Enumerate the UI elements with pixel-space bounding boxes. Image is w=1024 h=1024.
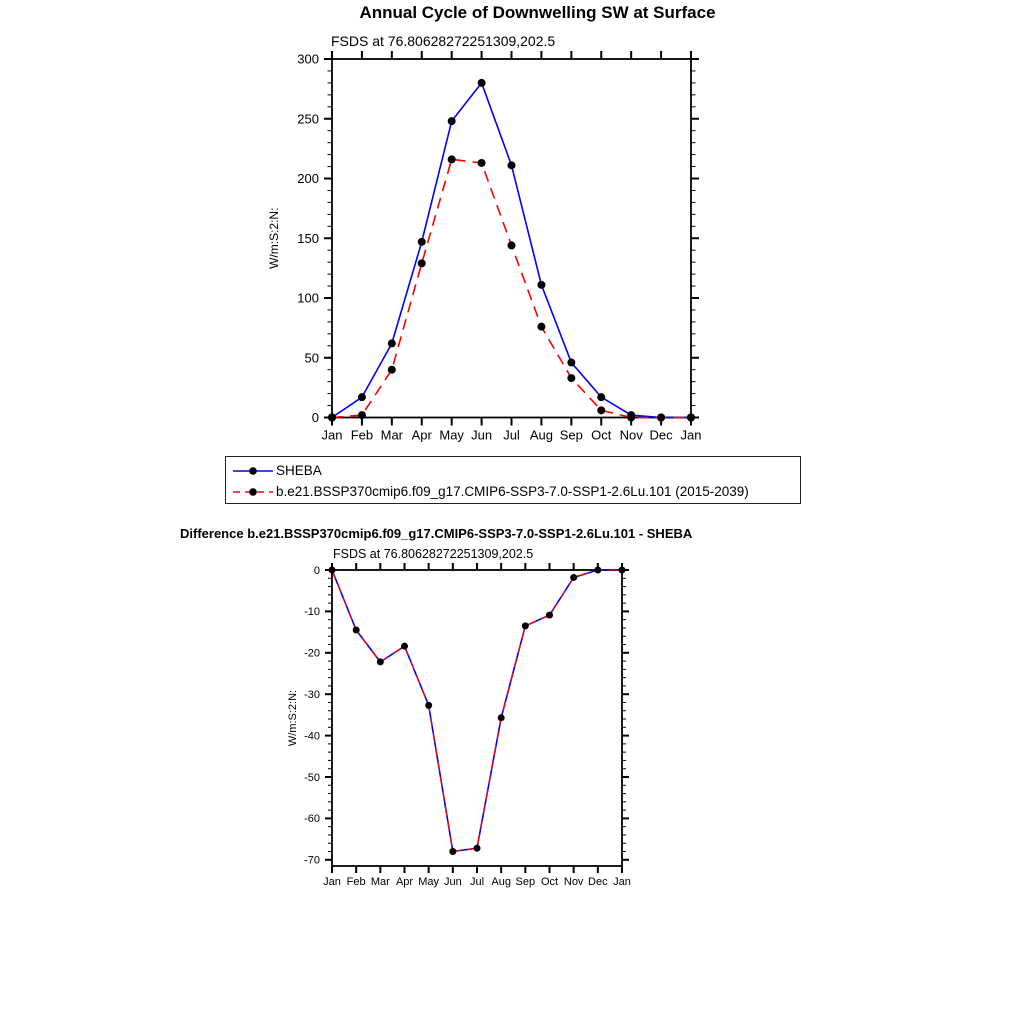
legend-label-model: b.e21.BSSP370cmip6.f09_g17.CMIP6-SSP3-7.0-SSP1-2.6Lu.101 (2015-2039) <box>276 484 749 499</box>
data-point-marker <box>570 574 577 581</box>
x-tick-label: Jul <box>469 876 485 888</box>
legend-box <box>225 456 801 504</box>
data-point-marker <box>388 366 396 374</box>
data-point-marker <box>478 159 486 167</box>
x-tick-label: May <box>439 427 464 443</box>
x-tick-label: Aug <box>529 427 553 443</box>
data-point-marker <box>567 374 575 382</box>
sheba-sample-marker-icon <box>249 467 257 475</box>
data-point-marker <box>353 627 360 634</box>
data-point-marker <box>537 281 545 289</box>
y-axis-title: W/m:S:2:N: <box>287 689 299 747</box>
x-tick-label: Feb <box>346 876 366 888</box>
y-tick-label: 0 <box>313 564 320 577</box>
x-tick-label: Feb <box>350 427 374 443</box>
x-tick-label: Dec <box>588 876 608 888</box>
y-tick-label: -20 <box>304 647 320 660</box>
y-tick-label: 200 <box>297 171 319 187</box>
sheba-line-sample <box>233 465 273 477</box>
data-point-marker <box>594 567 601 574</box>
x-tick-label: Jun <box>471 427 493 443</box>
x-tick-label: Jan <box>321 427 343 443</box>
y-tick-label: 100 <box>297 290 319 306</box>
x-tick-label: Dec <box>649 427 673 443</box>
x-tick-label: Apr <box>411 427 432 443</box>
data-point-marker <box>474 845 481 852</box>
data-point-marker <box>425 702 432 709</box>
data-point-marker <box>358 411 366 419</box>
y-tick-label: 50 <box>304 350 319 366</box>
chart1-main-title: Annual Cycle of Downwelling SW at Surface <box>359 3 716 22</box>
x-tick-label: Jan <box>323 876 341 888</box>
x-tick-label: Mar <box>370 876 390 888</box>
data-point-marker <box>448 117 456 125</box>
data-point-marker <box>329 567 336 574</box>
x-tick-label: Oct <box>540 876 559 888</box>
legend-item-model <box>233 481 800 502</box>
x-tick-label: Nov <box>563 876 584 888</box>
data-point-marker <box>567 359 575 367</box>
y-tick-label: -30 <box>304 689 320 702</box>
data-point-marker <box>627 414 635 422</box>
data-point-marker <box>522 622 529 629</box>
chart2-subtitle: FSDS at 76.80628272251309,202.5 <box>333 547 534 561</box>
chart1-subtitle: FSDS at 76.80628272251309,202.5 <box>331 33 556 49</box>
difference-chart <box>0 520 1024 1024</box>
data-point-marker <box>597 406 605 414</box>
data-point-marker <box>508 241 516 249</box>
x-tick-label: Jul <box>503 427 520 443</box>
x-tick-label: Mar <box>380 427 404 443</box>
legend-item-sheba <box>233 460 800 481</box>
plot-border <box>332 570 622 866</box>
data-point-marker <box>619 567 626 574</box>
x-tick-label: Jun <box>443 876 462 888</box>
x-tick-label: Apr <box>395 876 414 888</box>
x-tick-label: Jan <box>613 876 631 888</box>
data-point-marker <box>448 155 456 163</box>
x-tick-label: Oct <box>591 427 612 443</box>
data-point-marker <box>498 714 505 721</box>
series-line <box>332 159 691 417</box>
y-tick-label: -10 <box>304 606 320 619</box>
x-tick-label: Sep <box>515 876 536 888</box>
x-tick-label: May <box>418 876 440 888</box>
y-tick-label: -70 <box>304 854 320 867</box>
y-tick-label: 150 <box>297 230 319 246</box>
data-point-marker <box>418 238 426 246</box>
legend-label-sheba: SHEBA <box>276 463 322 478</box>
data-point-marker <box>358 393 366 401</box>
data-point-marker <box>377 658 384 665</box>
model-line-sample <box>233 486 273 498</box>
x-tick-label: Jan <box>680 427 702 443</box>
data-point-marker <box>537 323 545 331</box>
x-tick-label: Aug <box>491 876 511 888</box>
data-point-marker <box>546 612 553 619</box>
data-point-marker <box>687 414 695 422</box>
series-line <box>332 570 622 852</box>
data-point-marker <box>508 161 516 169</box>
y-tick-label: 250 <box>297 111 319 127</box>
series-line <box>332 83 691 418</box>
x-tick-label: Sep <box>559 427 583 443</box>
y-axis-title: W/m:S:2:N: <box>267 207 281 269</box>
data-point-marker <box>657 414 665 422</box>
x-tick-label: Nov <box>619 427 643 443</box>
y-tick-label: -40 <box>304 730 320 743</box>
data-point-marker <box>449 848 456 855</box>
chart2-main-title: Difference b.e21.BSSP370cmip6.f09_g17.CMIP6-SSP3-7.0-SSP1-2.6Lu.101 - SHEBA <box>180 526 693 541</box>
data-point-marker <box>388 339 396 347</box>
model-sample-marker-icon <box>249 488 257 496</box>
plot-border <box>332 59 691 418</box>
y-tick-label: -50 <box>304 771 320 784</box>
data-point-marker <box>328 414 336 422</box>
data-point-marker <box>418 259 426 267</box>
y-tick-label: 0 <box>311 410 319 426</box>
data-point-marker <box>597 393 605 401</box>
y-tick-label: -60 <box>304 813 320 826</box>
series-line-overlay <box>332 570 622 852</box>
data-point-marker <box>401 643 408 650</box>
y-tick-label: 300 <box>297 51 319 67</box>
data-point-marker <box>478 79 486 87</box>
